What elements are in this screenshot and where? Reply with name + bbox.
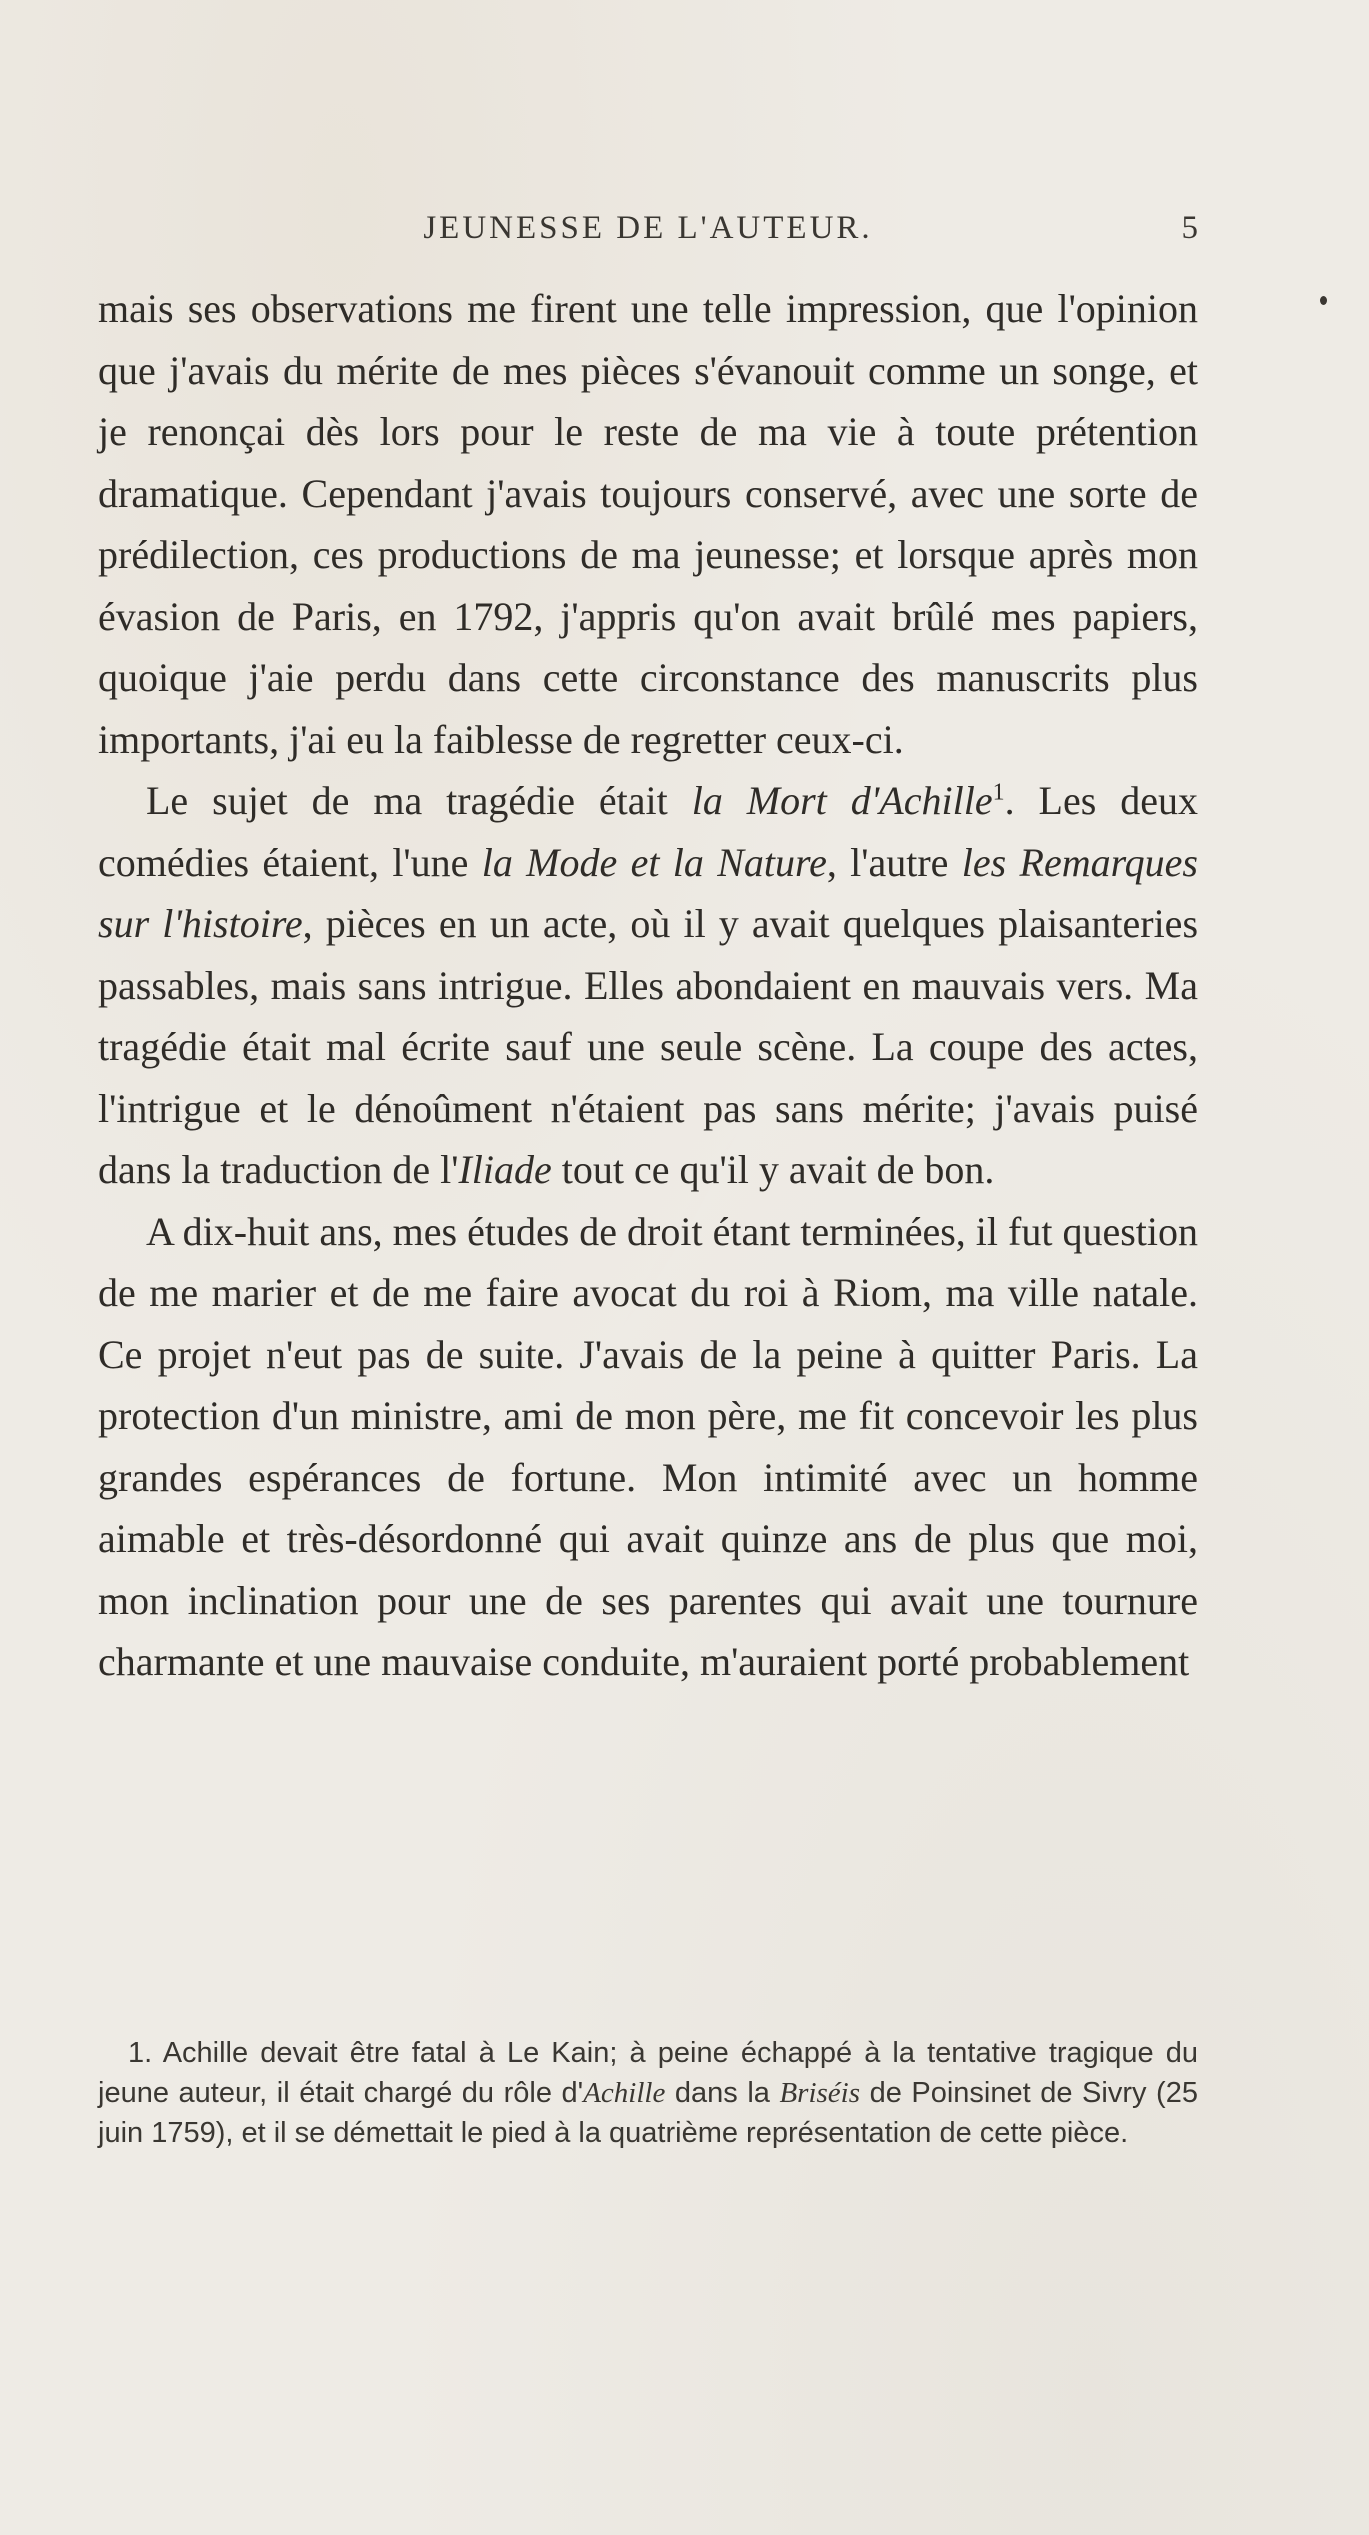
page-number: 5 [1181, 210, 1198, 246]
footnote-text-3: de Poinsinet de Sivry (25 juin 1759), et il se démettait le pied à la quatrième représentation de cette pièce. [98, 2077, 1198, 2149]
footnote-ref: 1 [992, 779, 1005, 806]
footnote-text-1: 1. Achille devait être fatal à Le Kain; à peine échappé à la tentative tragique du jeune auteur, il était chargé du rôle d' [98, 2037, 1198, 2109]
paragraph-2-text-3: , l'autre [826, 839, 962, 885]
footnote-italic-achille: Achille [583, 2077, 666, 2109]
title-mode-nature: la Mode et la Nature [481, 839, 827, 885]
paragraph-2-text-4: , pièces en un acte, où il y avait quelques plaisanteries passables, mais sans intrigue. Elles abondaient en mauvais vers. Ma tragédie était mal écrite sauf une seule scène. La coupe des actes, l'intrigue et le dénoûment n'étaient pas sans mérite; j'avais puisé dans la traduction de l' [98, 901, 1199, 1192]
paragraph-2-text-1: Le sujet de ma tragédie était [146, 778, 692, 823]
paragraph-2-text-5: tout ce qu'il y avait de bon. [551, 1147, 995, 1192]
title-iliade: Iliade [458, 1147, 552, 1192]
body-text [98, 278, 1198, 1693]
paragraph-3: A dix-huit ans, mes études de droit étant terminées, il fut question de me marier et de me faire avocat du roi à Riom, ma ville natale. Ce projet n'eut pas de suite. J'avais de la peine à quitter Paris. La protection d'un ministre, ami de mon père, me fit concevoir les plus grandes espérances de fortune. Mon intimité avec un homme aimable et très-désordonné qui avait quinze ans de plus que moi, mon inclination pour une de ses parentes qui avait une tournure charmante et une mauvaise conduite, m'auraient porté probablement [98, 1208, 1199, 1684]
footnote [98, 2033, 1198, 2153]
footnote-italic-briseis: Briséis [779, 2077, 861, 2109]
title-mort-achille: la Mort d'Achille [691, 778, 993, 823]
page-header [98, 210, 1198, 250]
margin-dot-mark [1320, 296, 1327, 305]
title-remarques-histoire: les Remarques sur l'histoire [98, 839, 1198, 946]
paragraph-1: mais ses observations me firent une telle impression, que l'opinion que j'avais du mérite de mes pièces s'évanouit comme un songe, et je renonçai dès lors pour le reste de ma vie à toute prétention dramatique. Cependant j'avais toujours conservé, avec une sorte de prédilection, ces productions de ma jeunesse; et lorsque après mon évasion de Paris, en 1792, j'appris qu'on avait brûlé mes papiers, quoique j'aie perdu dans cette circonstance des manuscrits plus importants, j'ai eu la faiblesse de regretter ceux-ci. [98, 286, 1198, 762]
paragraph-2 [98, 770, 1198, 1201]
paragraph-2-text-2: . Les deux comédies étaient, l'une [98, 778, 1199, 885]
running-title: JEUNESSE DE L'AUTEUR. [423, 210, 873, 246]
footnote-text-2: dans la [665, 2077, 780, 2109]
footnote-paragraph [98, 2033, 1198, 2153]
